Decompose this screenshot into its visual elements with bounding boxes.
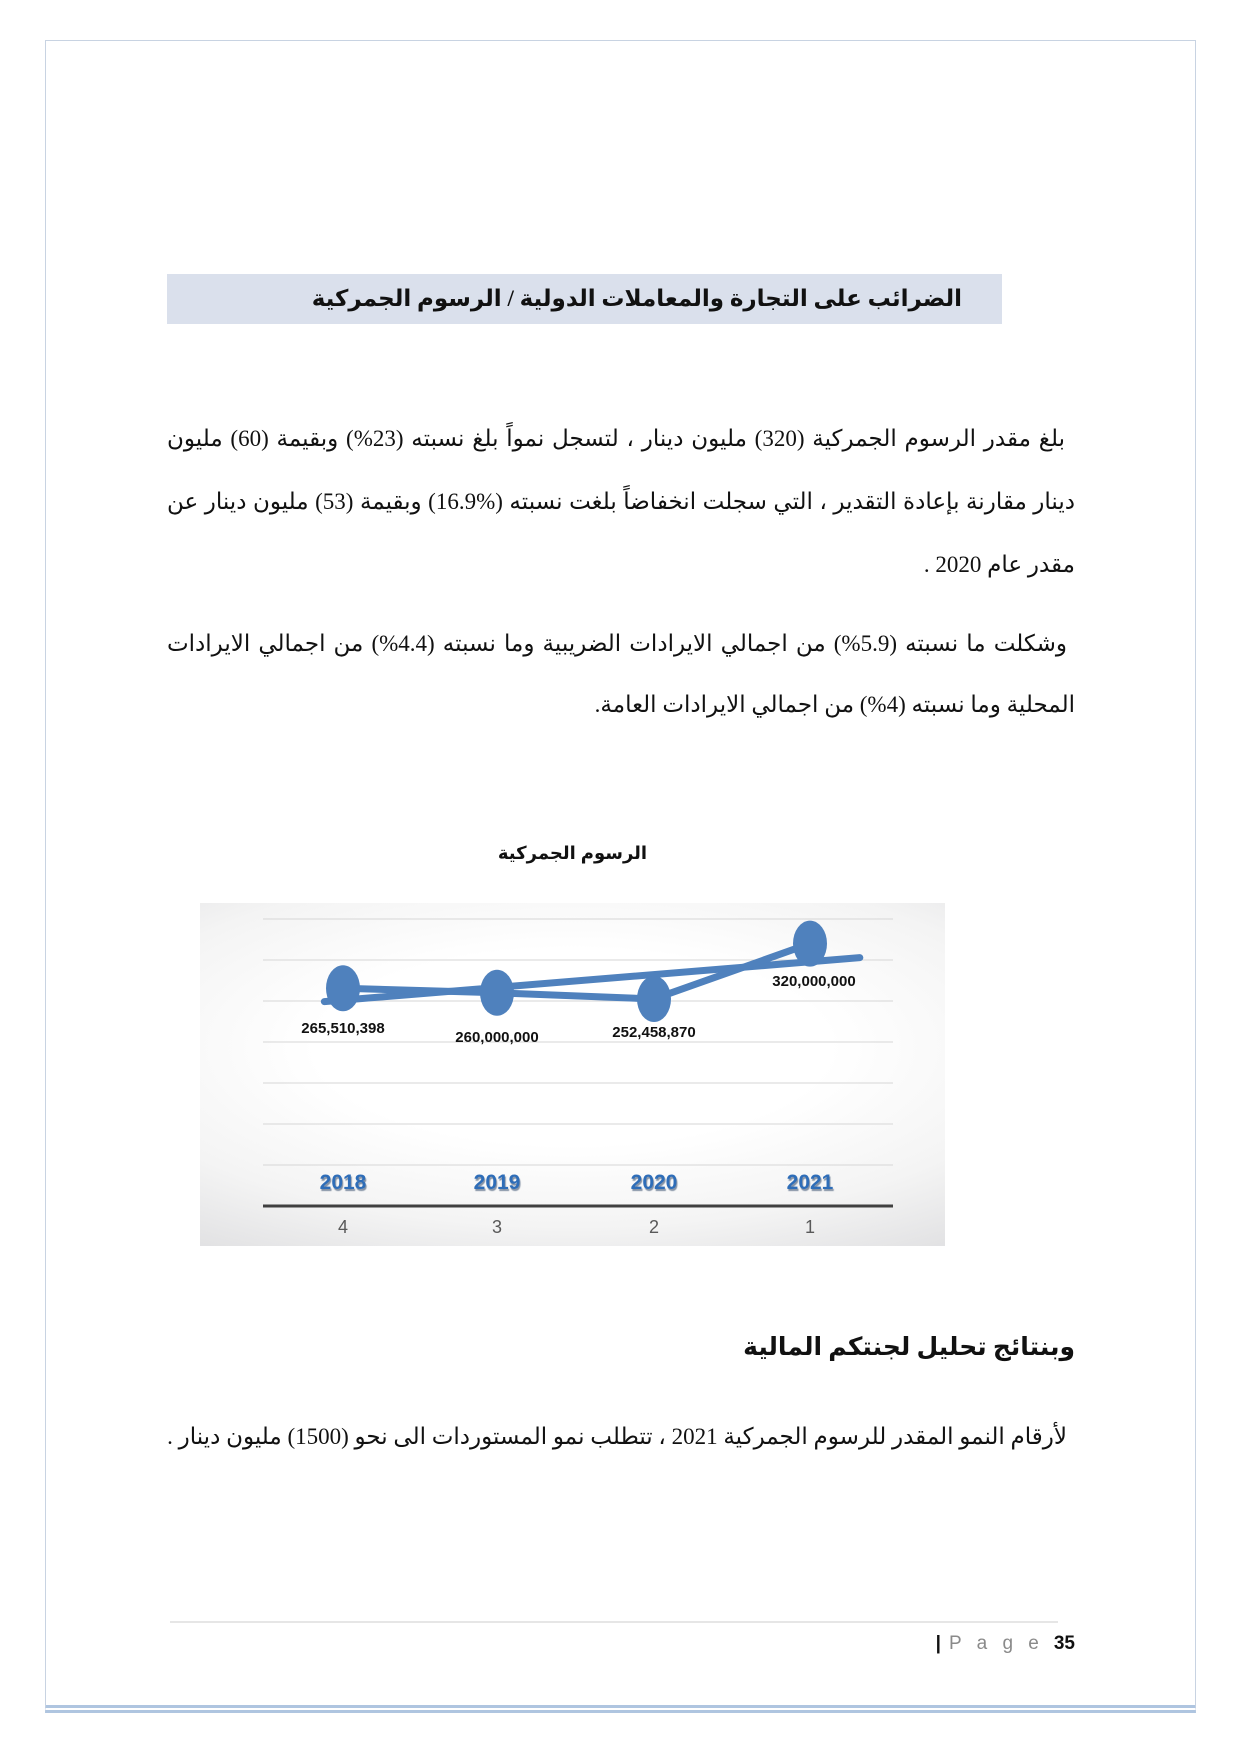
axis-index-1: 1 — [804, 1217, 815, 1237]
data-label-2019: 260,000,000 — [455, 1029, 539, 1046]
paragraph-revenue-share: وشكلت ما نسبته (5.9%) من اجمالي الايرادات الضريبية وما نسبته (4.4%) من اجمالي الايرادات المحلية وما نسبته (4%) من اجمالي الايرادات العامة. — [167, 631, 1075, 717]
footer-divider — [170, 1621, 1058, 1623]
analysis-heading: وبنتائج تحليل لجنتكم المالية — [743, 1334, 1075, 1361]
axis-year-2020: 2020 — [630, 1171, 678, 1194]
footer-separator: | — [935, 1633, 941, 1654]
page-footer — [936, 1633, 1075, 1655]
axis-index-2: 2 — [648, 1217, 659, 1237]
axis-year-2019: 2019 — [473, 1171, 521, 1194]
axis-index-3: 3 — [491, 1217, 502, 1237]
axis-year-2021: 2021 — [786, 1171, 834, 1194]
customs-fees-line-chart — [200, 903, 945, 1246]
footer-page-label: P a g e — [948, 1633, 1044, 1654]
chart-title: الرسوم الجمركية — [497, 843, 648, 863]
paragraph-customs-estimate: بلغ مقدر الرسوم الجمركية (320) مليون دينار ، لتسجل نمواً بلغ نسبته (23%) وبقيمة (60) مليون دينار مقارنة بإعادة التقدير ، التي سجلت انخفاضاً بلغت نسبته (%16.9) وبقيمة (53) مليون دينار عن مقدر عام 2020 . — [167, 426, 1075, 577]
section-header — [167, 274, 1002, 324]
section-header-title: الضرائب على التجارة والمعاملات الدولية / الرسوم الجمركية — [311, 286, 962, 311]
paragraph-growth-requirement: لأرقام النمو المقدر للرسوم الجمركية 2021 ، تتطلب نمو المستوردات الى نحو (1500) مليون دينار . — [167, 1424, 1067, 1449]
data-label-2020: 252,458,870 — [612, 1024, 696, 1041]
data-label-2018: 265,510,398 — [301, 1020, 385, 1037]
footer-page-number: 35 — [1053, 1633, 1075, 1654]
axis-year-2018: 2018 — [319, 1171, 367, 1194]
data-label-2021: 320,000,000 — [772, 973, 856, 990]
axis-index-4: 4 — [337, 1217, 348, 1237]
